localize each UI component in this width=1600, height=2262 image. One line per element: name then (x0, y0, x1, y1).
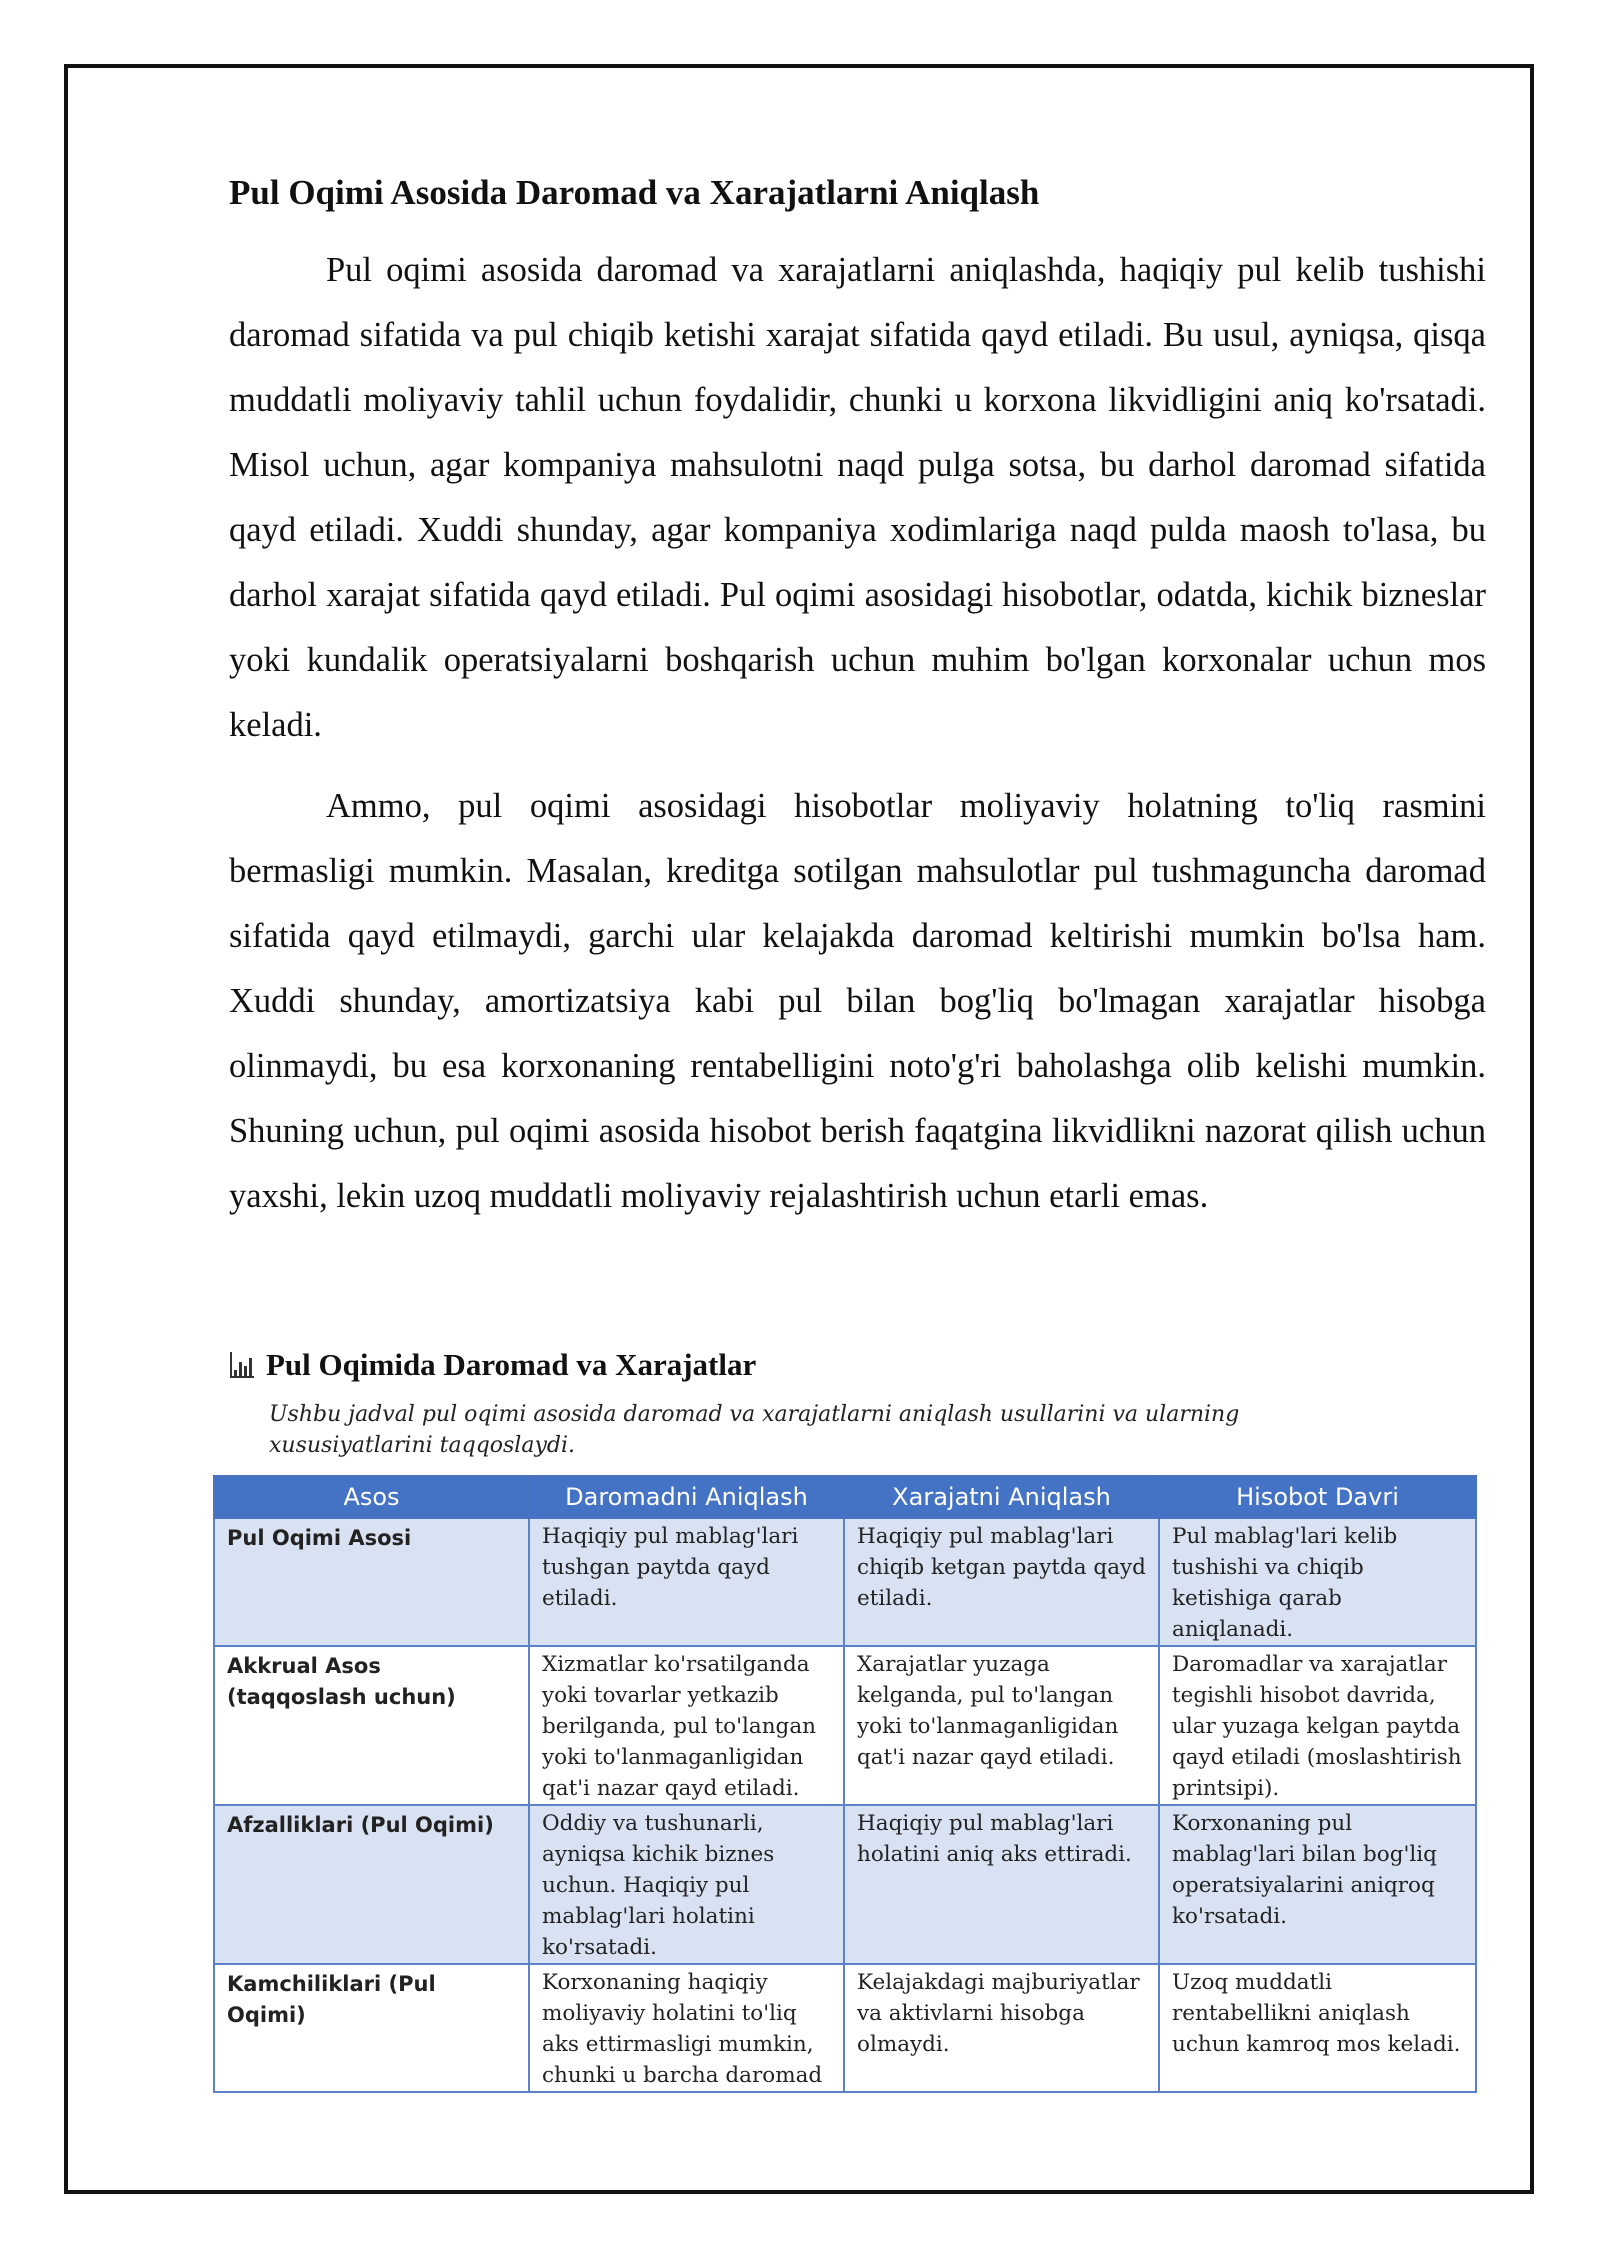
row-label: Afzalliklari (Pul Oqimi) (214, 1805, 529, 1964)
table-cell: Pul mablag'lari kelib tushishi va chiqib ketishiga qarab aniqlanadi. (1159, 1518, 1476, 1646)
table-heading (230, 1345, 1475, 1385)
table-cell: Daromadlar va xarajatlar tegishli hisobot davrida, ular yuzaga kelgan paytda qayd etiladi (moslashtirish printsipi). (1159, 1646, 1476, 1805)
row-label: Pul Oqimi Asosi (214, 1518, 529, 1646)
table-cell: Kelajakdagi majburiyatlar va aktivlarni hisobga olmaydi. (844, 1964, 1159, 2092)
paragraph-1: Pul oqimi asosida daromad va xarajatlarni aniqlashda, haqiqiy pul kelib tushishi daromad sifatida va pul chiqib ketishi xarajat sifatida qayd etiladi. Bu usul, ayniqsa, qisqa muddatli moliyaviy tahlil uchun foydalidir, chunki u korxona likvidligini aniq ko'rsatadi. Misol uchun, agar kompaniya mahsulotni naqd pulga sotsa, bu darhol daromad sifatida qayd etiladi. Xuddi shunday, agar kompaniya xodimlariga naqd pulda maosh to'lasa, bu darhol xarajat sifatida qayd etiladi. Pul oqimi asosidagi hisobotlar, odatda, kichik bizneslar yoki kundalik operatsiyalarni boshqarish uchun muhim bo'lgan korxonalar uchun mos keladi. (229, 250, 1486, 744)
row-label: Akkrual Asos (taqqoslash uchun) (214, 1646, 529, 1805)
bar-chart-icon (230, 1352, 254, 1378)
table-heading-text: Pul Oqimida Daromad va Xarajatlar (266, 1347, 757, 1382)
table-caption: Ushbu jadval pul oqimi asosida daromad va xarajatlarni aniqlash usullarini va ularning xususiyatlarini taqqoslaydi. (269, 1402, 1240, 1458)
table-section (213, 1345, 1475, 2093)
row-label: Kamchiliklari (Pul Oqimi) (214, 1964, 529, 2092)
table-cell: Oddiy va tushunarli, ayniqsa kichik biznes uchun. Haqiqiy pul mablag'lari holatini ko'rsatadi. (529, 1805, 844, 1964)
table-header-row (214, 1476, 1476, 1518)
table-cell: Korxonaning pul mablag'lari bilan bog'liq operatsiyalarini aniqroq ko'rsatadi. (1159, 1805, 1476, 1964)
table-row (214, 1518, 1476, 1646)
table-row (214, 1646, 1476, 1805)
document-body (229, 170, 1486, 1245)
table-cell: Haqiqiy pul mablag'lari tushgan paytda qayd etiladi. (529, 1518, 844, 1646)
table-cell: Xarajatlar yuzaga kelganda, pul to'langan yoki to'lanmaganligidan qat'i nazar qayd etiladi. (844, 1646, 1159, 1805)
table-row (214, 1964, 1476, 2092)
column-header: Xarajatni Aniqlash (844, 1476, 1159, 1518)
document-title: Pul Oqimi Asosida Daromad va Xarajatlarni Aniqlash (229, 173, 1040, 212)
column-header: Daromadni Aniqlash (529, 1476, 844, 1518)
comparison-table (213, 1475, 1477, 2093)
table-cell: Xizmatlar ko'rsatilganda yoki tovarlar yetkazib berilganda, pul to'langan yoki to'lanmaganligidan qat'i nazar qayd etiladi. (529, 1646, 844, 1805)
column-header: Hisobot Davri (1159, 1476, 1476, 1518)
column-header: Asos (214, 1476, 529, 1518)
table-cell: Korxonaning haqiqiy moliyaviy holatini to'liq aks ettirmasligi mumkin, chunki u barcha daromad (529, 1964, 844, 2092)
table-row (214, 1805, 1476, 1964)
table-cell: Haqiqiy pul mablag'lari holatini aniq aks ettiradi. (844, 1805, 1159, 1964)
table-cell: Uzoq muddatli rentabellikni aniqlash uchun kamroq mos keladi. (1159, 1964, 1476, 2092)
paragraph-2: Ammo, pul oqimi asosidagi hisobotlar moliyaviy holatning to'liq rasmini bermasligi mumkin. Masalan, kreditga sotilgan mahsulotlar pul tushmaguncha daromad sifatida qayd etilmaydi, garchi ular kelajakda daromad keltirishi mumkin bo'lsa ham. Xuddi shunday, amortizatsiya kabi pul bilan bog'liq bo'lmagan xarajatlar hisobga olinmaydi, bu esa korxonaning rentabelligini noto'g'ri baholashga olib kelishi mumkin. Shuning uchun, pul oqimi asosida hisobot berish faqatgina likvidlikni nazorat qilish uchun yaxshi, lekin uzoq muddatli moliyaviy rejalashtirish uchun etarli emas. (229, 786, 1486, 1215)
table-cell: Haqiqiy pul mablag'lari chiqib ketgan paytda qayd etiladi. (844, 1518, 1159, 1646)
